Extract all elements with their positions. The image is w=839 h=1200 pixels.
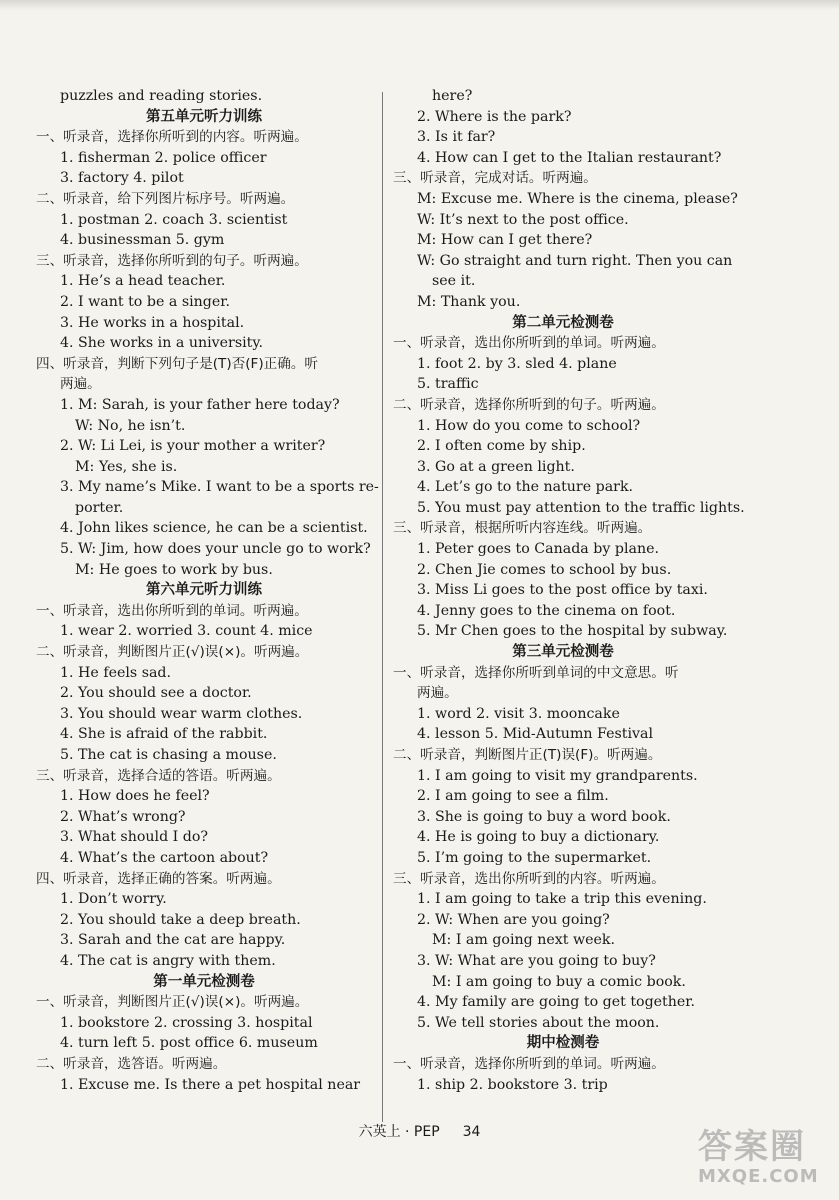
answer-line: 2. I want to be a singer. [60,293,230,310]
question-instruction: 二、听录音，给下列图片标序号。听两遍。 [36,190,295,207]
answer-line: 4. My family are going to get together. [417,994,696,1011]
answer-line: 3. What should I do? [60,829,209,846]
answer-line: 3. She is going to buy a word book. [417,808,671,825]
answer-line: 4. How can I get to the Italian restaurant? [417,149,722,166]
answer-line: 4. What’s the cartoon about? [60,849,269,866]
question-instruction: 四、听录音，判断下列句子是(T)否(F)正确。听 [36,355,319,372]
answer-line: 1. I am going to take a trip this evening. [417,891,707,908]
answer-line: 1. word 2. visit 3. mooncake [417,705,620,722]
question-instruction: 二、听录音，选择你所听到的句子。听两遍。 [393,396,665,413]
section-heading: 第五单元听力训练 [146,108,262,125]
answer-line: M: Thank you. [417,293,521,310]
answer-line: 2. W: Li Lei, is your mother a writer? [60,438,326,455]
watermark-url: MXQE.COM [698,1166,819,1187]
answer-line: 4. She works in a university. [60,335,263,352]
answer-line: 1. foot 2. by 3. sled 4. plane [417,355,617,372]
question-instruction: 一、听录音，选择你所听到的单词。听两遍。 [393,1055,665,1072]
answer-line: 1. I am going to visit my grandparents. [417,767,698,784]
section-heading: 第二单元检测卷 [512,314,614,331]
question-instruction: 二、听录音，选答语。听两遍。 [36,1055,227,1072]
answer-line: 5. We tell stories about the moon. [417,1014,660,1031]
section-heading: 期中检测卷 [526,1035,600,1052]
left-column [36,86,379,1095]
question-instruction: 一、听录音，判断图片正(√)误(×)。听两遍。 [36,994,309,1011]
right-column [393,86,745,1095]
answer-line: 4. The cat is angry with them. [60,952,276,969]
answer-line: 5. W: Jim, how does your uncle go to work? [60,541,371,558]
answer-line: 1. ship 2. bookstore 3. trip [417,1076,608,1093]
answer-line: 1. M: Sarah, is your father here today? [60,396,340,413]
answer-line: 2. Where is the park? [417,108,572,125]
answer-line: W: No, he isn’t. [75,417,186,434]
answer-line: 4. John likes science, he can be a scientist. [60,520,368,537]
answer-line: 1. How do you come to school? [417,417,641,434]
answer-line: 1. How does he feel? [60,788,210,805]
answer-line: 3. factory 4. pilot [60,170,184,187]
answer-line: 5. traffic [417,376,479,393]
page-number: 34 [462,1124,481,1140]
answer-line: 1. Don’t worry. [60,891,167,908]
question-instruction: 一、听录音，选出你所听到的单词。听两遍。 [393,335,665,352]
question-instruction: 两遍。 [417,685,458,702]
question-instruction: 三、听录音，根据所听内容连线。听两遍。 [393,520,652,537]
answer-line: 3. Sarah and the cat are happy. [60,932,286,949]
answer-line: 2. What’s wrong? [60,808,186,825]
answer-line: 2. I am going to see a film. [417,788,609,805]
answer-line: M: Yes, she is. [75,458,178,475]
question-instruction: 一、听录音，选出你所听到的单词。听两遍。 [36,602,308,619]
question-instruction: 两遍。 [60,376,101,393]
answer-line: 3. Miss Li goes to the post office by taxi. [417,582,708,599]
section-heading: 第三单元检测卷 [512,644,614,661]
answer-line: M: He goes to work by bus. [75,561,273,578]
watermark-logo [698,1128,830,1192]
answer-line: 3. You should wear warm clothes. [60,705,303,722]
answer-line: 5. I’m going to the supermarket. [417,849,652,866]
question-instruction: 二、听录音，判断图片正(√)误(×)。听两遍。 [36,644,309,661]
answer-line: 3. Go at a green light. [417,458,575,475]
question-instruction: 三、听录音，完成对话。听两遍。 [393,170,597,187]
answer-line: 4. businessman 5. gym [60,232,225,249]
answer-line: 2. W: When are you going? [417,911,610,928]
question-instruction: 一、听录音，选择你所听到单词的中文意思。听 [393,664,679,681]
answer-line: 3. Is it far? [417,129,496,146]
answer-line: M: I am going to buy a comic book. [432,973,686,990]
question-instruction: 一、听录音，选择你所听到的内容。听两遍。 [36,129,308,146]
answer-line: 4. turn left 5. post office 6. museum [60,1035,318,1052]
answer-line: 1. He feels sad. [60,664,172,681]
answer-line: here? [432,88,473,104]
answer-line: 5. Mr Chen goes to the hospital by subway. [417,623,728,640]
answer-line: 2. Chen Jie comes to school by bus. [417,561,672,578]
answer-line: M: How can I get there? [417,232,593,249]
answer-line: 1. He’s a head teacher. [60,273,226,290]
answer-line: 2. You should see a doctor. [60,685,252,702]
question-instruction: 二、听录音，判断图片正(T)误(F)。听两遍。 [393,747,662,763]
question-instruction: 三、听录音，选择合适的答语。听两遍。 [36,767,281,784]
answer-line: 1. postman 2. coach 3. scientist [60,211,288,228]
answer-line: 1. fisherman 2. police officer [60,149,267,166]
answer-line: 2. You should take a deep breath. [60,911,301,928]
answer-line: 4. lesson 5. Mid-Autumn Festival [417,726,654,743]
answer-line: 3. W: What are you going to buy? [417,952,656,969]
answer-line: 4. Let’s go to the nature park. [417,479,634,496]
answer-line: 1. Peter goes to Canada by plane. [417,541,659,558]
answer-line: 5. The cat is chasing a mouse. [60,747,277,763]
question-instruction: 四、听录音，选择正确的答案。听两遍。 [36,870,281,887]
answer-line: 3. My name’s Mike. I want to be a sports re- [60,479,379,496]
answer-line: 1. wear 2. worried 3. count 4. mice [60,623,313,640]
section-heading: 第六单元听力训练 [146,582,262,599]
question-instruction: 三、听录音，选出你所听到的内容。听两遍。 [393,870,665,887]
column-divider [382,92,383,1122]
answer-line: porter. [75,499,124,516]
answer-line: 4. Jenny goes to the cinema on foot. [417,602,676,619]
answer-line: 1. Excuse me. Is there a pet hospital near [60,1076,361,1093]
answer-line: W: Go straight and turn right. Then you can [417,252,733,269]
answer-line: see it. [432,273,476,290]
answer-line: 2. I often come by ship. [417,438,586,455]
answer-line: M: Excuse me. Where is the cinema, please? [417,190,738,207]
answer-line: M: I am going next week. [432,932,616,949]
answer-line: 5. You must pay attention to the traffic lights. [417,499,745,516]
answer-line: puzzles and reading stories. [60,88,263,104]
answer-line: 4. She is afraid of the rabbit. [60,726,268,743]
answer-line: W: It’s next to the post office. [417,211,629,228]
footer-label: 六英上 · PEP [358,1124,440,1140]
answer-line: 4. He is going to buy a dictionary. [417,829,660,846]
answer-line: 1. bookstore 2. crossing 3. hospital [60,1014,313,1031]
scan-top-edge [0,0,839,10]
question-instruction: 三、听录音，选择你所听到的句子。听两遍。 [36,252,308,269]
watermark-text: 答案圈 [698,1127,806,1167]
section-heading: 第一单元检测卷 [153,973,255,990]
answer-line: 3. He works in a hospital. [60,314,245,331]
